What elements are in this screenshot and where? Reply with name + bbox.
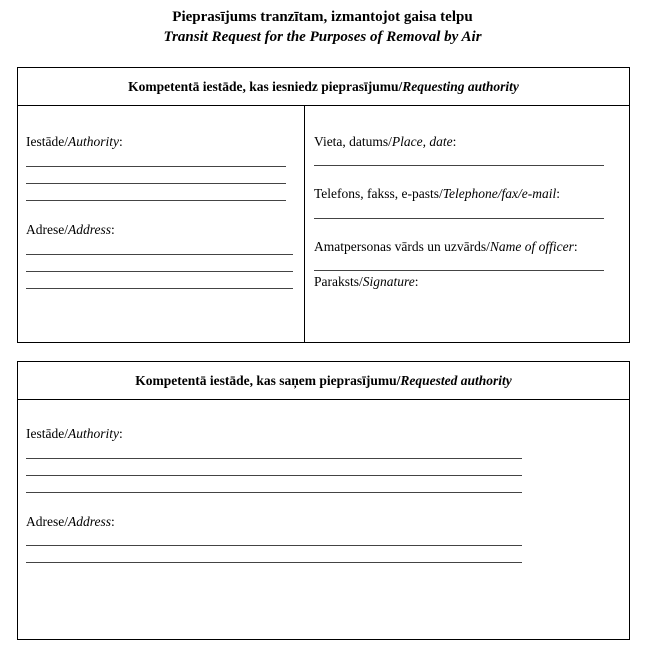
- requested-address-field-line-2[interactable]: [26, 562, 522, 563]
- requested-authority-label-english: Authority: [67, 426, 119, 441]
- officer-name-field-line[interactable]: [314, 270, 604, 271]
- requested-authority-field-line-2[interactable]: [26, 475, 522, 476]
- requesting-authority-header: [18, 68, 629, 106]
- form-title-latvian: Pieprasījums tranzītam, izmantojot gaisa telpu: [172, 9, 473, 25]
- requested-authority-label-latvian: Iestāde/: [26, 426, 68, 441]
- authority-label-english: Authority: [67, 134, 119, 149]
- contact-label: Telefons, fakss, e-pasts/Telephone/fax/e-mail:: [314, 186, 561, 201]
- address-label: Adrese/Address:: [26, 222, 115, 237]
- authority-field-line-2[interactable]: [26, 183, 286, 184]
- authority-field-line-1[interactable]: [26, 166, 286, 167]
- requested-authority-label: Iestāde/Authority:: [26, 426, 123, 441]
- address-label-latvian: Adrese/: [26, 222, 68, 237]
- requesting-header-latvian: Kompetentā iestāde, kas iesniedz pieprasījumu/: [128, 78, 403, 94]
- requesting-header-english: Requesting authority: [402, 78, 519, 94]
- requesting-authority-section: [17, 67, 630, 343]
- authority-label: Iestāde/Authority:: [26, 134, 123, 149]
- signature-label-latvian: Paraksts/: [314, 274, 363, 289]
- requested-authority-section: [17, 361, 630, 640]
- contact-label-latvian: Telefons, fakss, e-pasts/: [314, 186, 443, 201]
- signature-label-english: Signature: [362, 274, 415, 289]
- authority-label-latvian: Iestāde/: [26, 134, 68, 149]
- requested-header-english: Requested authority: [400, 372, 512, 388]
- address-field-line-3[interactable]: [26, 288, 293, 289]
- officer-name-label-latvian: Amatpersonas vārds un uzvārds/: [314, 239, 490, 254]
- address-field-line-2[interactable]: [26, 271, 293, 272]
- officer-name-label-english: Name of officer: [489, 239, 574, 254]
- column-divider: [304, 105, 305, 342]
- requested-address-label-latvian: Adrese/: [26, 514, 68, 529]
- place-date-label-latvian: Vieta, datums/: [314, 134, 392, 149]
- place-date-label-english: Place, date: [391, 134, 453, 149]
- requested-header-latvian: Kompetentā iestāde, kas saņem pieprasījumu/: [135, 372, 401, 388]
- requested-authority-field-line-1[interactable]: [26, 458, 522, 459]
- requested-authority-header: [18, 362, 629, 400]
- contact-label-english: Telephone/fax/e-mail: [442, 186, 557, 201]
- authority-field-line-3[interactable]: [26, 200, 286, 201]
- form-title-english: Transit Request for the Purposes of Removal by Air: [163, 29, 482, 45]
- signature-label: Paraksts/Signature:: [314, 274, 419, 289]
- requested-address-label-english: Address: [67, 514, 111, 529]
- contact-field-line[interactable]: [314, 218, 604, 219]
- requested-address-label: Adrese/Address:: [26, 514, 115, 529]
- address-field-line-1[interactable]: [26, 254, 293, 255]
- requested-authority-field-line-3[interactable]: [26, 492, 522, 493]
- address-label-english: Address: [67, 222, 111, 237]
- requested-address-field-line-1[interactable]: [26, 545, 522, 546]
- place-date-field-line[interactable]: [314, 165, 604, 166]
- officer-name-label: Amatpersonas vārds un uzvārds/Name of officer:: [314, 239, 578, 254]
- place-date-label: Vieta, datums/Place, date:: [314, 134, 457, 149]
